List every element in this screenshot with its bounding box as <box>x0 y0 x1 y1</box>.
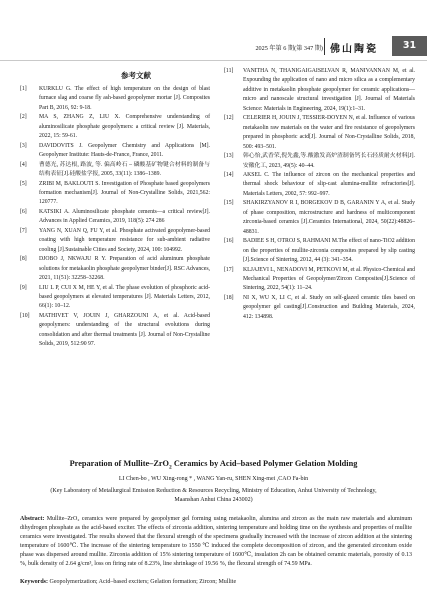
reference-number: [7] <box>20 227 27 234</box>
reference-number: [18] <box>224 294 234 301</box>
article-title <box>0 459 427 471</box>
abstract-label: Abstract: <box>20 516 45 522</box>
reference-item <box>20 227 210 255</box>
reference-text: BADIEE S H, OTROJ S, RAHMANI M.The effect of nano-TiO2 addition on the properties of mullite-zirconia composites prepared by slip casting [J].Science of Sintering, 2012, 44 (3): 341–354. <box>243 238 415 264</box>
reference-item <box>20 284 210 312</box>
reference-item <box>224 266 415 294</box>
reference-number: [15] <box>224 200 234 207</box>
reference-text: MA S, ZHANG Z, LIU X. Comprehensive understanding of aluminosilicate phosphate geopolymers: a critical review [J]. Materials, 2022, 15: 59-61. <box>39 114 210 140</box>
reference-text: AKSEL C. The influence of zircon on the mechanical properties and thermal shock behaviour of slip-cast alumina-mullite refractories[J]. Materials Letters, 2002, 57: 992–997. <box>243 171 415 197</box>
keywords-text: Geopolymerization; Acid–based exciters; Gelation formation; Zircon; Mullite <box>48 579 237 585</box>
reference-number: [10] <box>20 312 30 319</box>
reference-number: [17] <box>224 266 234 273</box>
article-title-part: Preparation of Mullite–ZrO <box>69 459 170 468</box>
article-affiliation: (Key Laboratory of Metallurgical Emission Reduction & Resources Recycling, Ministry of Education, Anhui University of Technology, Maanshan Anhui China 243002) <box>50 488 377 503</box>
reference-number: [5] <box>20 180 27 187</box>
header-rule <box>0 60 427 61</box>
references-left-column <box>20 85 210 350</box>
article-abstract <box>20 515 412 568</box>
reference-item <box>20 113 210 141</box>
reference-number: [4] <box>20 161 27 168</box>
reference-number: [14] <box>224 171 234 178</box>
article-keywords <box>20 578 412 587</box>
reference-item <box>20 208 210 227</box>
reference-text: DAVIDOVITS J. Geopolymer Chemistry and Applications [M]. Geopolymer Institute: Hauts-de-France, France, 2011. <box>39 142 210 159</box>
reference-item <box>224 199 415 237</box>
reference-number: [1] <box>20 86 27 92</box>
reference-number: [8] <box>20 256 27 263</box>
issue-label: 2025 年第 6 期(第 347 期) <box>255 45 323 52</box>
header-divider <box>324 38 325 55</box>
abstract-text: Mullite–ZrO₂ ceramics were prepared by geopolymer gel forming using metakaolin, alumina and zircon as the main raw materials and aluminum dihydrogen phosphate as the acid-based exciter. The effects of zirconia addition, sintering temperature and holding time on the synthesis and properties of mullite ceramics were investigated. The results showed that the flexural strength of the specimens gradually increased with the increase of zircon addition at the sintering temperature of 1600℃. The increase of the sintering temperature to 1550 ℃ induced the complete decomposition of zircon, and the generated zirconium oxide phase was dispersed around mullite. Zirconia addition of 15% sintering temperature of 1600℃, insulation 2h can be obtained ceramic materials, porosity of 0.13 %, bulk density of 2.64 g/cm³, loss on firing rate of 8.23%, line shrinkage of 19.56 %, the flexural strength of 74.59 MPa. <box>20 516 412 567</box>
reference-number: [11] <box>224 68 234 74</box>
reference-text: SHAKIRZYANOV R I, BORGEKOV D B, GARANIN Y A, et al. Study of phase composition, microstructure and hardness of multicomponent zirconia-based ceramics [J].Ceramics International, 2024, 50(22):48826–48831. <box>243 200 415 235</box>
keywords-label: Keywords: <box>20 579 48 585</box>
reference-item <box>224 152 415 171</box>
reference-item <box>224 237 415 265</box>
reference-text: 曹德光, 苏达根, 路波, 等. 偏高岭石 – 磷酸基矿物键合材料的制备与结构表征[J].硅酸盐学报, 2005, 33(11): 1386–1389. <box>39 161 210 178</box>
reference-text: VANITHA N, THANIGAIGAISELVAN R, MANIVANNAN M, et al. Expounding the application of nano and micro silica as a complementary additive in metakaolin phosphate geopolymer for ceramic applications—micro and nanoscale structural investigation [J]. Journal of Materials Science: Materials in Engineering, 2024, 19(1):1–31. <box>243 68 415 112</box>
reference-number: [6] <box>20 208 27 215</box>
reference-text: KURKLU G. The effect of high temperature on the design of blast furnace slag and coarse fly ash-based geopolymer mortar [J]. Composites Part B, 2016, 92: 9-18. <box>39 86 210 111</box>
article-title-part: Ceramics by Acid–based Polymer Gelation Molding <box>171 459 358 468</box>
reference-number: [16] <box>224 238 234 245</box>
page-number-badge: 31 <box>392 36 427 56</box>
reference-text: 韩心怡,武香荣,倪先鑫,等.酸激发高炉渣制备钙长石轻质耐火材料[J].安徽化工, 2023, 49(5): 40–44. <box>243 153 415 169</box>
article-title-subscript: 2 <box>169 464 172 471</box>
journal-name: 佛山陶瓷 <box>330 44 378 55</box>
reference-item <box>224 294 415 322</box>
reference-number: [3] <box>20 142 27 149</box>
reference-number: [9] <box>20 284 27 291</box>
reference-text: MATHIVET V, JOUIN J, GHARZOUNI A, et al. Acid-based geopolymers: understanding of the structural evolutions during consolidation and after thermal treatments [J]. Journal of Non-Crystalline Solids, 2019, 512:90 97. <box>39 312 210 348</box>
reference-item <box>224 67 415 114</box>
reference-text: KATSIKI A. Aluminosilicate phosphate cements—a critical review[J]. Advances in Applied Ceramics, 2019, 118(5): 274 286 <box>39 208 210 225</box>
reference-number: [2] <box>20 114 27 121</box>
article-authors: LI Chen-bo , WU Xing-rong * , WANG Yan-ru, SHEN Xing-mei ,CAO Fa-bin <box>118 476 309 482</box>
reference-item <box>20 312 210 350</box>
reference-item <box>20 255 210 283</box>
reference-number: [12] <box>224 115 234 122</box>
reference-text: DJOBO J, NKWAJU R Y. Preparation of acid aluminum phosphate solutions for metakaolin phosphate geopolymer binder[J]. RSC Advances, 2021, 11(51): 32258–32268. <box>39 256 210 282</box>
references-heading: 参考文献 <box>121 71 151 80</box>
reference-text: KLJAJEVI L, NENADOVI M, PETKOVI M, et al. Physico-Chemical and Mechanical Properties of Geopolymer/Zircon Composites[J].Science of Sintering, 2022, 54(1): 11–24. <box>243 266 415 292</box>
reference-item <box>20 180 210 208</box>
reference-item <box>20 142 210 161</box>
reference-text: LIU L P, CUI X M, HE Y, et al. The phase evolution of phosphoric acid-based geopolymers at elevated temperatures [J]. Materials Letters, 2012, 66(1): 10–12. <box>39 284 210 310</box>
reference-item <box>224 171 415 199</box>
reference-item <box>224 114 415 152</box>
reference-item <box>20 161 210 180</box>
reference-text: NI X, WU X, LI C, et al. Study on self-glazed ceramic tiles based on geopolymer gel casting[J].Construction and Building Materials, 2024, 412: 134898. <box>243 294 415 320</box>
reference-text: CELERIER H, JOUIN J, TESSIER-DOYEN N, et al. Influence of various metakaolin raw materials on the water and fire resistance of geopolymers prepared in phosphoric acid[J]. Journal of Non-Crystalline Solids, 2018, 500: 493–501. <box>243 115 415 150</box>
reference-number: [13] <box>224 153 234 160</box>
references-right-column <box>224 67 415 322</box>
reference-item <box>20 85 210 113</box>
reference-text: ZRIBI M, BAKLOUTI S. Investigation of Phosphate based geopolymers formation mechanism[J]. Journal of Non-Crystalline Solids, 2021,562: 120777. <box>39 180 210 206</box>
reference-text: YANG N, XUAN Q, FU Y, et al. Phosphate activated geopolymer-based coating with high temperature resistance for sub-ambient radiative cooling [J].Sustainable Cities and Society, 2024, 100: 104992. <box>39 227 210 253</box>
